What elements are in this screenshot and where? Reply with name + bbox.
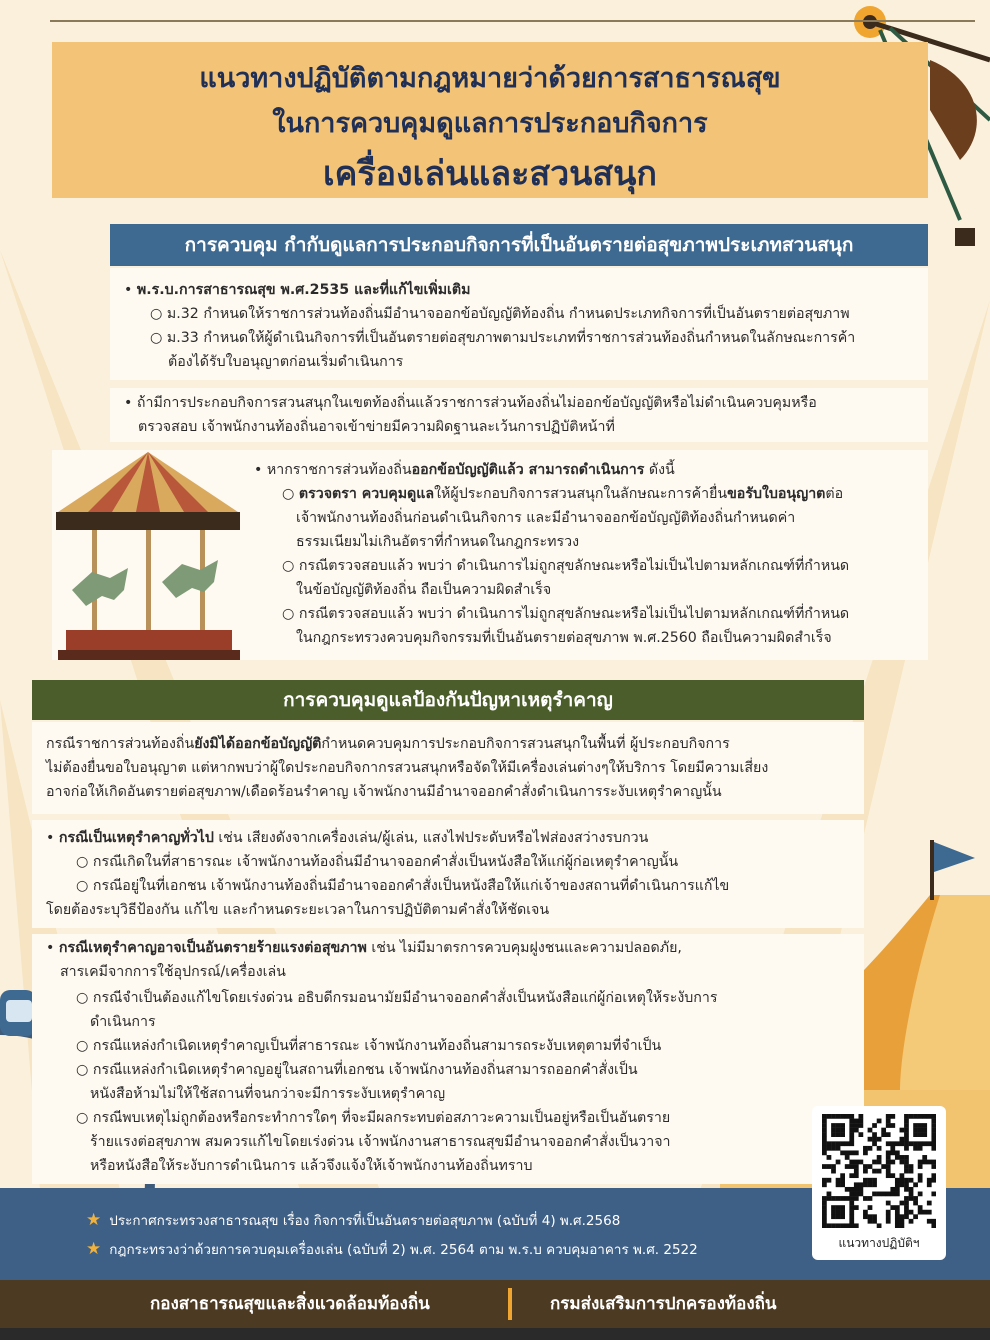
reference-text-2: กฎกระทรวงว่าด้วยการควบคุมเครื่องเล่น (ฉบับที่ 2) พ.ศ. 2564 ตาม พ.ร.บ ควบคุมอาคาร พ.ศ. 2522 [109,1242,698,1258]
intro-bold-b: ยังมิได้ออกข้อบัญญัติ [194,736,322,752]
reference-text-1: ประกาศกระทรวงสาธารณสุข เรื่อง กิจการที่เป็นอันตรายต่อสุขภาพ (ฉบับที่ 4) พ.ศ.2568 [109,1213,621,1229]
title-line-2: ในการควบคุมดูแลการประกอบกิจการ [272,108,708,139]
note-text: ถ้ามีการประกอบกิจการสวนสนุกในเขตท้องถิ่นแล้วราชการส่วนท้องถิ่นไม่ออกข้อบัญญัติหรือไม่ดำเนินควบคุมหรือ [136,395,817,411]
title-line-1: แนวทางปฏิบัติตามกฎหมายว่าด้วยการสาธารณสุข [199,63,781,94]
section2-header: การควบคุมดูแลป้องกันปัญหาเหตุรำคาญ [32,680,864,720]
sub2-line-1: กรณีตรวจสอบแล้ว พบว่า ดำเนินการไม่ถูกสุขลักษณะหรือไม่เป็นไปตามหลักเกณฑ์ที่กำหนด [298,558,850,574]
reference-item [86,1235,698,1264]
star-icon: ★ [86,1210,102,1230]
top-divider [50,20,975,22]
sub3-line-2: ในกฎกระทรวงควบคุมกิจกรรมที่เป็นอันตรายต่อสุขภาพ พ.ศ.2560 ถือเป็นความผิดสำเร็จ [296,630,832,646]
case-text-b: ออกข้อบัญญัติแล้ว สามารถดำเนินการ [411,462,645,478]
general-private-cont: โดยต้องระบุวิธีป้องกัน แก้ไข และกำหนดระยะเวลาในการปฏิบัติตามคำสั่งให้ชัดเจน [46,902,550,918]
sub1-line-3: ธรรมเนียมไม่เกินอัตราที่กำหนดในกฎกระทรวง [296,534,580,550]
severe-item-1: กรณีจำเป็นต้องแก้ไขโดยเร่งด่วน อธิบดีกรมอนามัยมีอำนาจออกคำสั่งเป็นหนังสือแก่ผู้ก่อเหตุให้ระงับการ [92,990,718,1006]
sub1-bold-a: ตรวจตรา ควบคุมดูแล [298,486,435,502]
case-text-c: ดังนี้ [644,462,675,478]
severe-examples-cont: สารเคมีจากการใช้อุปกรณ์/เครื่องเล่น [60,964,286,980]
title-line-3: เครื่องเล่นและสวนสนุก [322,154,658,194]
severe-title: กรณีเหตุรำคาญอาจเป็นอันตรายร้ายแรงต่อสุขภาพ [58,940,367,956]
sub1-text-b: ให้ผู้ประกอบกิจการสวนสนุกในลักษณะการค้ายื่น [434,486,728,502]
severe-item-4-cont2: หรือหนังสือให้ระงับการดำเนินการ แล้วจึงแจ้งให้เจ้าพนักงานท้องถิ่นทราบ [90,1158,533,1174]
act-panel: • พ.ร.บ.การสาธารณสุข พ.ศ.2535 และที่แก้ไขเพิ่มเติม ○ ม.32 กำหนดให้ราชการส่วนท้องถิ่นมีอำนาจออกข้อบัญญัติท้องถิ่น กำหนดประเภทกิจการที่เป็นอันตรายต่อสุขภาพ ○ ม.33 กำหนดให้ผู้ดำเนินกิจการที่เป็นอันตรายต่อสุขภาพตามประเภทที่ราชการส่วนท้องถิ่นกำหนดในลักษณะการค้า ต้องได้รับใบอนุญาตก่อนเริ่มดำเนินการ [110,268,928,380]
general-nuisance-panel: • กรณีเป็นเหตุรำคาญทั่วไป เช่น เสียงดังจากเครื่องเล่น/ผู้เล่น, แสงไฟประดับหรือไฟส่องสว่างรบกวน ○ กรณีเกิดในที่สาธารณะ เจ้าพนักงานท้องถิ่นมีอำนาจออกคำสั่งเป็นหนังสือให้แก่ผู้ก่อเหตุรำคาญนั้น ○ กรณีอยู่ในที่เอกชน เจ้าพนักงานท้องถิ่นมีอำนาจออกคำสั่งเป็นหนังสือให้แก่เจ้าของสถานที่ดำเนินการแก้ไข โดยต้องระบุวิธีป้องกัน แก้ไข และกำหนดระยะเวลาในการปฏิบัติตามคำสั่งให้ชัดเจน [32,820,864,928]
section1-header: การควบคุม กำกับดูแลการประกอบกิจการที่เป็นอันตรายต่อสุขภาพประเภทสวนสนุก [110,224,928,266]
general-title: กรณีเป็นเหตุรำคาญทั่วไป [58,830,214,846]
footer-bar [0,1280,990,1328]
qr-code-icon[interactable] [822,1114,936,1228]
sub1-bold-c: ขอรับใบอนุญาต [727,486,826,502]
m33-text: ม.33 กำหนดให้ผู้ดำเนินกิจการที่เป็นอันตรายต่อสุขภาพตามประเภทที่ราชการส่วนท้องถิ่นกำหนดในลักษณะการค้า [166,330,856,346]
severe-item-2: กรณีแหล่งกำเนิดเหตุรำคาญเป็นที่สาธารณะ เจ้าพนักงานท้องถิ่นสามารถระงับเหตุตามที่จำเป็น [92,1038,662,1054]
qr-caption: แนวทางปฏิบัติฯ [838,1236,920,1250]
references [86,1206,698,1264]
case-text-a: หากราชการส่วนท้องถิ่น [266,462,412,478]
severe-item-1-cont: ดำเนินการ [90,1014,156,1030]
intro-line-3: อาจก่อให้เกิดอันตรายต่อสุขภาพ/เดือดร้อนรำคาญ เจ้าพนักงานมีอำนาจออกคำสั่งดำเนินการระงับเหตุรำคาญนั้น [46,784,722,800]
m33-text-cont: ต้องได้รับใบอนุญาตก่อนเริ่มดำเนินการ [168,354,404,370]
act-title: พ.ร.บ.การสาธารณสุข พ.ศ.2535 และที่แก้ไขเพิ่มเติม [136,282,471,298]
sub2-line-2: ในข้อบัญญัติท้องถิ่น ถือเป็นความผิดสำเร็จ [296,582,552,598]
general-examples: เช่น เสียงดังจากเครื่องเล่น/ผู้เล่น, แสงไฟประดับหรือไฟส่องสว่างรบกวน [213,830,649,846]
note-text-cont: ตรวจสอบ เจ้าพนักงานท้องถิ่นอาจเข้าข่ายมีความผิดฐานละเว้นการปฏิบัติหน้าที่ [138,419,615,435]
note-panel: • ถ้ามีการประกอบกิจการสวนสนุกในเขตท้องถิ่นแล้วราชการส่วนท้องถิ่นไม่ออกข้อบัญญัติหรือไม่ดำเนินควบคุมหรือ ตรวจสอบ เจ้าพนักงานท้องถิ่นอาจเข้าข่ายมีความผิดฐานละเว้นการปฏิบัติหน้าที่ [110,388,928,442]
footer-left-org: กองสาธารณสุขและสิ่งแวดล้อมท้องถิ่น [150,1294,430,1314]
intro-text-a: กรณีราชการส่วนท้องถิ่น [46,736,195,752]
footer-divider [508,1288,512,1320]
footer-right-org: กรมส่งเสริมการปกครองท้องถิ่น [550,1294,777,1314]
intro-text-c: กำหนดควบคุมการประกอบกิจการสวนสนุกในพื้นที่ ผู้ประกอบกิจการ [321,736,730,752]
general-public: กรณีเกิดในที่สาธารณะ เจ้าพนักงานท้องถิ่นมีอำนาจออกคำสั่งเป็นหนังสือให้แก่ผู้ก่อเหตุรำคาญนั้น [92,854,679,870]
severe-item-3-cont: หนังสือห้ามไม่ให้ใช้สถานที่จนกว่าจะมีการระงับเหตุรำคาญ [90,1086,446,1102]
title-banner [52,42,928,198]
severe-item-4: กรณีพบเหตุไม่ถูกต้องหรือกระทำการใดๆ ที่จะมีผลกระทบต่อสภาวะความเป็นอยู่หรือเป็นอันตราย [92,1110,671,1126]
nuisance-intro-panel [32,722,864,814]
general-private: กรณีอยู่ในที่เอกชน เจ้าพนักงานท้องถิ่นมีอำนาจออกคำสั่งเป็นหนังสือให้แก่เจ้าของสถานที่ดำเนินการแก้ไข [92,878,730,894]
m32-text: ม.32 กำหนดให้ราชการส่วนท้องถิ่นมีอำนาจออกข้อบัญญัติท้องถิ่น กำหนดประเภทกิจการที่เป็นอันตรายต่อสุขภาพ [166,306,850,322]
reference-item [86,1206,698,1235]
qr-code-card[interactable] [812,1106,946,1260]
intro-line-2: ไม่ต้องยื่นขอใบอนุญาต แต่หากพบว่าผู้ใดประกอบกิจกากรสวนสนุกหรือจัดให้มีเครื่องเล่นต่างๆให้บริการ โดยมีความเสี่ยง [46,760,769,776]
act-title-item: • พ.ร.บ.การสาธารณสุข พ.ศ.2535 และที่แก้ไขเพิ่มเติม [124,282,471,298]
severe-examples: เช่น ไม่มีมาตรการควบคุมฝูงชนและความปลอดภัย, [366,940,682,956]
sub1-text-d: ต่อ [825,486,844,502]
carousel-icon [52,450,242,660]
severe-item-4-cont: ร้ายแรงต่อสุขภาพ สมควรแก้ไขโดยเร่งด่วน เจ้าพนักงานสาธารณสุขมีอำนาจออกคำสั่งเป็นวาจา [90,1134,671,1150]
severe-nuisance-panel: • กรณีเหตุรำคาญอาจเป็นอันตรายร้ายแรงต่อสุขภาพ เช่น ไม่มีมาตรการควบคุมฝูงชนและความปลอดภัย, สารเคมีจากการใช้อุปกรณ์/เครื่องเล่น ○ กรณีจำเป็นต้องแก้ไขโดยเร่งด่วน อธิบดีกรมอนามัยมีอำนาจออกคำสั่งเป็นหนังสือแก่ผู้ก่อเหตุให้ระงับการ ดำเนินการ ○ กรณีแหล่งกำเนิดเหตุรำคาญเป็นที่สาธารณะ เจ้าพนักงานท้องถิ่นสามารถระงับเหตุตามที่จำเป็น ○ กรณีแหล่งกำเนิดเหตุรำคาญอยู่ในสถานที่เอกชน เจ้าพนักงานท้องถิ่นสามารถออกคำสั่งเป็น หนังสือห้ามไม่ให้ใช้สถานที่จนกว่าจะมีการระงับเหตุรำคาญ ○ กรณีพบเหตุไม่ถูกต้องหรือกระทำการใดๆ ที่จะมีผลกระทบต่อสภาวะความเป็นอยู่หรือเป็นอันตราย ร้ายแรงต่อสุขภาพ สมควรแก้ไขโดยเร่งด่วน เจ้าพนักงานสาธารณสุขมีอำนาจออกคำสั่งเป็นวาจา หรือหนังสือให้ระงับการดำเนินการ แล้วจึงแจ้งให้เจ้าพนักงานท้องถิ่นทราบ [32,934,864,1184]
severe-item-3: กรณีแหล่งกำเนิดเหตุรำคาญอยู่ในสถานที่เอกชน เจ้าพนักงานท้องถิ่นสามารถออกคำสั่งเป็น [92,1062,638,1078]
star-icon: ★ [86,1239,102,1259]
sub1-line-2: เจ้าพนักงานท้องถิ่นก่อนดำเนินกิจการ และมีอำนาจออกข้อบัญญัติท้องถิ่นกำหนดค่า [296,510,796,526]
ordinance-panel: • หากราชการส่วนท้องถิ่นออกข้อบัญญัติแล้ว สามารถดำเนินการ ดังนี้ ○ ตรวจตรา ควบคุมดูแลให้ผู้ประกอบกิจการสวนสนุกในลักษณะการค้ายื่นขอรับใบอนุญาตต่อ เจ้าพนักงานท้องถิ่นก่อนดำเนินกิจการ และมีอำนาจออกข้อบัญญัติท้องถิ่นกำหนดค่า ธรรมเนียมไม่เกินอัตราที่กำหนดในกฎกระทรวง ○ กรณีตรวจสอบแล้ว พบว่า ดำเนินการไม่ถูกสุขลักษณะหรือไม่เป็นไปตามหลักเกณฑ์ที่กำหนด ในข้อบัญญัติท้องถิ่น ถือเป็นความผิดสำเร็จ ○ กรณีตรวจสอบแล้ว พบว่า ดำเนินการไม่ถูกสุขลักษณะหรือไม่เป็นไปตามหลักเกณฑ์ที่กำหนด ในกฎกระทรวงควบคุมกิจกรรมที่เป็นอันตรายต่อสุขภาพ พ.ศ.2560 ถือเป็นความผิดสำเร็จ [52,450,928,660]
sub3-line-1: กรณีตรวจสอบแล้ว พบว่า ดำเนินการไม่ถูกสุขลักษณะหรือไม่เป็นไปตามหลักเกณฑ์ที่กำหนด [298,606,850,622]
